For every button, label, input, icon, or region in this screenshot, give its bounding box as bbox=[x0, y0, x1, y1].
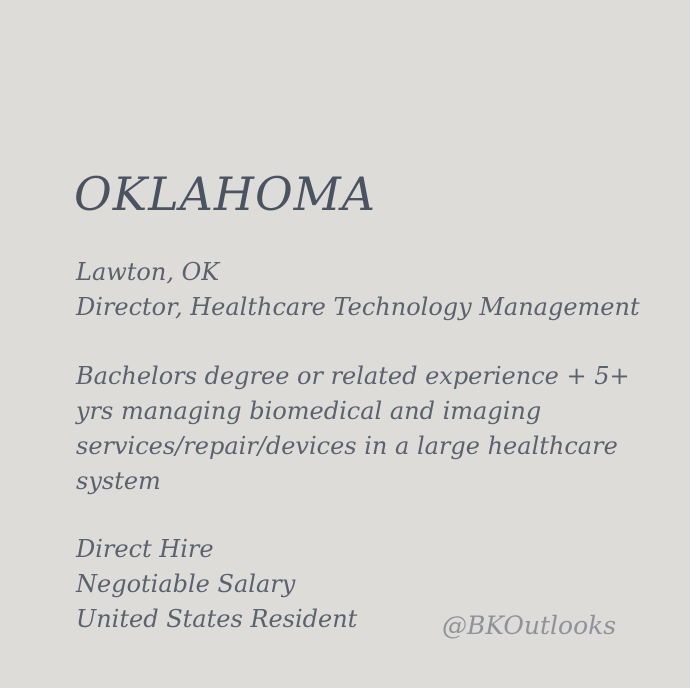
job-title: Director, Healthcare Technology Management bbox=[76, 293, 640, 321]
job-location: Lawton, OK bbox=[76, 258, 220, 286]
requirement-line: system bbox=[76, 467, 161, 495]
employment-terms-block bbox=[76, 532, 357, 637]
residency-requirement: United States Resident bbox=[76, 605, 358, 633]
requirement-line: yrs managing biomedical and imaging bbox=[76, 397, 542, 425]
salary-note: Negotiable Salary bbox=[76, 570, 296, 598]
employment-type: Direct Hire bbox=[76, 535, 214, 563]
job-location-block bbox=[76, 255, 640, 325]
requirement-line: Bachelors degree or related experience + 5+ bbox=[76, 362, 630, 390]
requirements-block bbox=[76, 359, 630, 499]
social-handle: @BKOutlooks bbox=[442, 611, 617, 640]
requirement-line: services/repair/devices in a large healthcare bbox=[76, 432, 618, 460]
state-heading: OKLAHOMA bbox=[74, 167, 376, 221]
